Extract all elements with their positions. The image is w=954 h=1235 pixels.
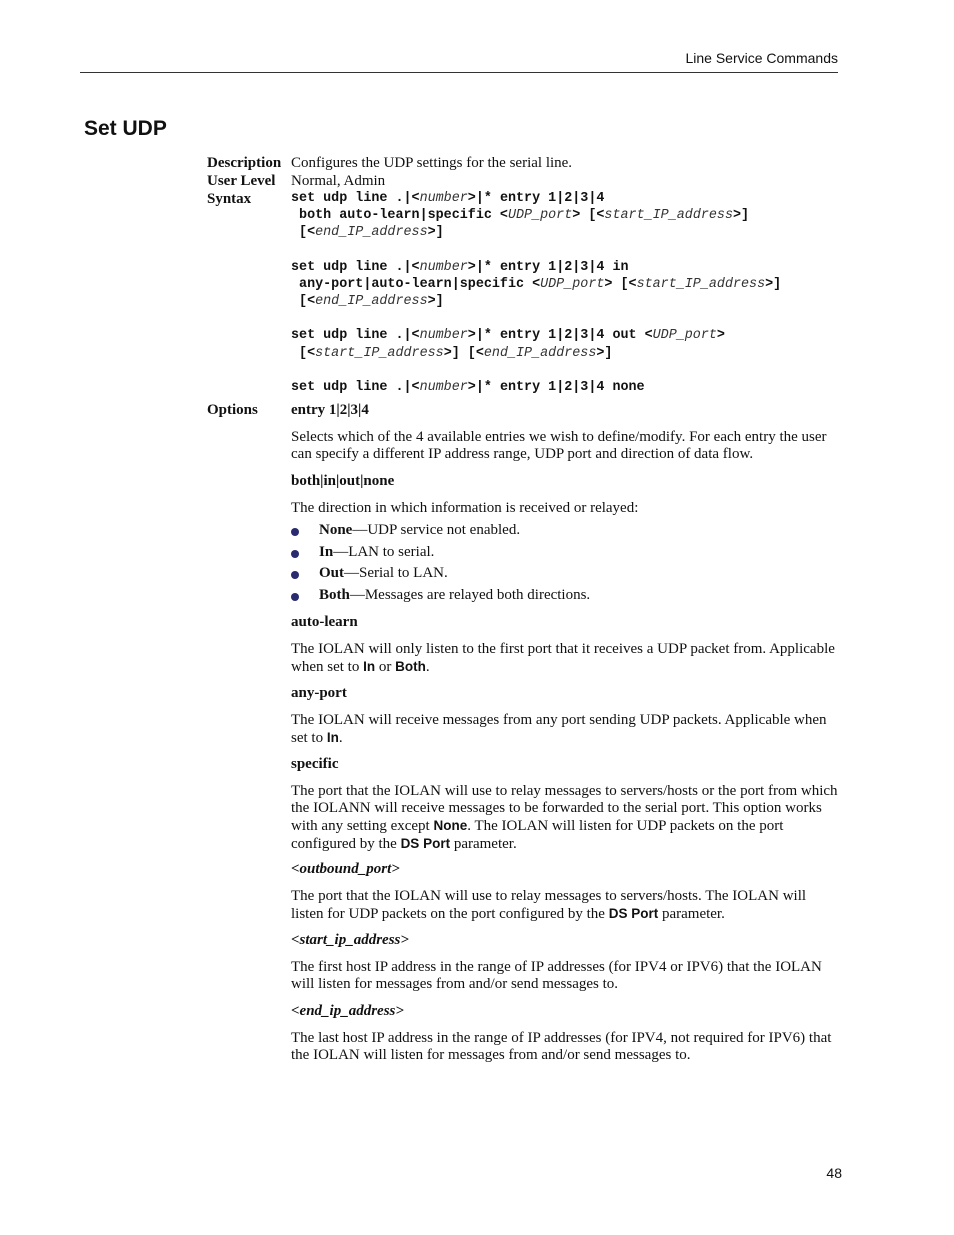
options-label: Options: [207, 402, 258, 418]
running-header: Line Service Commands: [685, 50, 838, 66]
option-specific-text: The port that the IOLAN will use to relay messages to servers/hosts or the port from which the IOLANN will receive messages to be forwarded to the serial port. This option works with any setting except None. The IOLAN will listen for UDP packets on the port configured by the DS Port parameter.: [291, 783, 838, 852]
bullet-icon: [291, 593, 299, 601]
option-direction-heading: both|in|out|none: [291, 473, 395, 489]
syntax-line-3b: [<start_IP_address>] [<end_IP_address>]: [291, 346, 613, 361]
syntax-line-1c: [<end_IP_address>]: [291, 225, 444, 240]
user-level-label: User Level: [207, 173, 276, 189]
option-start-ip-text: The first host IP address in the range of IP addresses (for IPV4 or IPV6) that the IOLAN will listen for messages from and/or send messages to.: [291, 959, 822, 992]
header-rule: [80, 72, 838, 73]
bullet-icon: [291, 550, 299, 558]
page-number: 48: [826, 1165, 842, 1181]
syntax-line-3a: set udp line .|<number>|* entry 1|2|3|4 out <UDP_port>: [291, 328, 725, 343]
description-label: Description: [207, 155, 282, 171]
syntax-line-2a: set udp line .|<number>|* entry 1|2|3|4 in: [291, 260, 629, 275]
option-any-port-text: The IOLAN will receive messages from any port sending UDP packets. Applicable when set to In.: [291, 712, 827, 746]
option-end-ip-text: The last host IP address in the range of IP addresses (for IPV4, not required for IPV6) that the IOLAN will listen for messages from and/or send messages to.: [291, 1030, 832, 1063]
page-title: Set UDP: [84, 117, 167, 140]
option-entry-heading: entry 1|2|3|4: [291, 402, 369, 418]
option-auto-learn-heading: auto-learn: [291, 614, 358, 630]
syntax-line-4a: set udp line .|<number>|* entry 1|2|3|4 none: [291, 380, 645, 395]
syntax-line-1a: set udp line .|<number>|* entry 1|2|3|4: [291, 191, 605, 206]
syntax-label: Syntax: [207, 191, 252, 207]
option-direction-text: The direction in which information is received or relayed:: [291, 500, 639, 516]
option-specific-heading: specific: [291, 756, 339, 772]
option-outbound-port-heading: <outbound_port>: [291, 861, 400, 877]
option-start-ip-heading: <start_ip_address>: [291, 932, 409, 948]
bullet-icon: [291, 528, 299, 536]
description-value: Configures the UDP settings for the serial line.: [291, 155, 573, 171]
option-auto-learn-text: The IOLAN will only listen to the first port that it receives a UDP packet from. Applicable when set to In or Both.: [291, 641, 835, 675]
option-end-ip-heading: <end_ip_address>: [291, 1003, 404, 1019]
syntax-line-2b: any-port|auto-learn|specific <UDP_port> [<start_IP_address>]: [291, 277, 782, 292]
bullet-icon: [291, 571, 299, 579]
option-outbound-port-text: The port that the IOLAN will use to relay messages to servers/hosts. The IOLAN will listen for UDP packets on the port configured by the DS Port parameter.: [291, 888, 807, 922]
syntax-line-2c: [<end_IP_address>]: [291, 294, 444, 309]
option-any-port-heading: any-port: [291, 685, 347, 701]
user-level-value: Normal, Admin: [291, 173, 386, 189]
syntax-line-1b: both auto-learn|specific <UDP_port> [<start_IP_address>]: [291, 208, 750, 223]
option-entry-text: Selects which of the 4 available entries we wish to define/modify. For each entry the user can specify a different IP address range, UDP port and direction of data flow.: [291, 429, 827, 462]
